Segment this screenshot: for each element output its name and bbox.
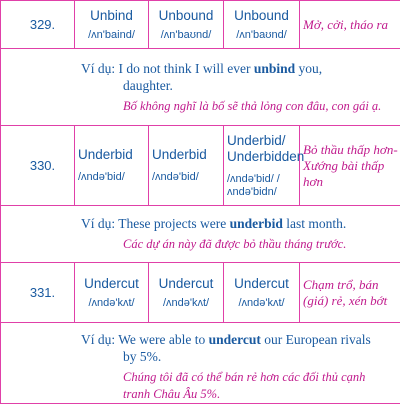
past-form: Unbound [149,8,223,24]
base-ipa: /ʌn'baind/ [75,29,148,42]
pp-form: Unbound [224,8,299,24]
example-text-end: last month. [283,216,346,231]
base-ipa: /ʌndə'bid/ [78,171,148,184]
example-translation: Các dự án này đã được bỏ thầu tháng trước. [81,236,392,253]
example-cell [1,323,400,404]
example-row-330 [1,206,400,263]
example-sentence [81,60,392,94]
past-form-cell [149,1,224,49]
past-form: Undercut [149,276,223,292]
pp-form: Underbid/ Underbidden [227,133,299,165]
meaning: Bỏ thầu thấp hơn- Xướng bài thấp hơn [300,126,400,206]
verb-row-331 [1,263,400,323]
past-ipa: /ʌn'baʊnd/ [149,29,223,42]
example-keyword: underbid [230,216,283,231]
example-continuation: daughter. [81,77,392,94]
pp-form-cell [224,126,300,206]
meaning: Chạm trổ, bán (giá) rẻ, xén bớt [300,263,400,323]
example-row-331 [1,323,400,404]
entry-number: 330. [1,126,75,206]
example-sentence [81,331,392,365]
example-translation: Bố không nghĩ là bố sẽ thả lỏng con đâu, con gái ạ. [81,98,392,115]
entry-number: 329. [1,1,75,49]
base-form-cell [75,126,149,206]
example-keyword: unbind [254,61,295,76]
pp-ipa: /ʌn'baʊnd/ [224,29,299,42]
base-form: Underbid [78,147,148,163]
example-prefix: Ví dụ: [81,61,119,76]
example-prefix: Ví dụ: [81,216,118,231]
past-form-cell [149,126,224,206]
past-form: Underbid [152,147,223,163]
base-form-cell [75,1,149,49]
past-ipa: /ʌndə'bid/ [152,171,223,184]
example-text: These projects were [118,216,229,231]
example-cell [1,49,400,126]
example-text: We were able to [118,332,208,347]
pp-form-cell [224,1,300,49]
base-ipa: /ʌndə'kʌt/ [75,297,148,310]
example-sentence [81,215,392,232]
example-keyword: undercut [209,332,261,347]
pp-form-cell [224,263,300,323]
pp-ipa: /ʌndə'kʌt/ [224,297,299,310]
example-cell [1,206,400,263]
verb-row-330 [1,126,400,206]
example-text-end: our European rivals [261,332,371,347]
meaning: Mở, cởi, tháo ra [300,1,400,49]
verb-row-329 [1,1,400,49]
base-form: Undercut [75,276,148,292]
example-text-end: you, [295,61,322,76]
example-translation: Chúng tôi đã có thể bán rẻ hơn các đối thủ cạnh tranh Châu Âu 5%. [81,369,392,403]
past-ipa: /ʌndə'kʌt/ [149,297,223,310]
base-form-cell [75,263,149,323]
example-text: I do not think I will ever [119,61,254,76]
example-row-329 [1,49,400,126]
example-prefix: Ví dụ: [81,332,118,347]
pp-form: Undercut [224,276,299,292]
pp-ipa: /ʌndə'bid/ /ʌndə'bidn/ [227,173,299,199]
entry-number: 331. [1,263,75,323]
example-continuation: by 5%. [81,348,392,365]
base-form: Unbind [75,8,148,24]
past-form-cell [149,263,224,323]
